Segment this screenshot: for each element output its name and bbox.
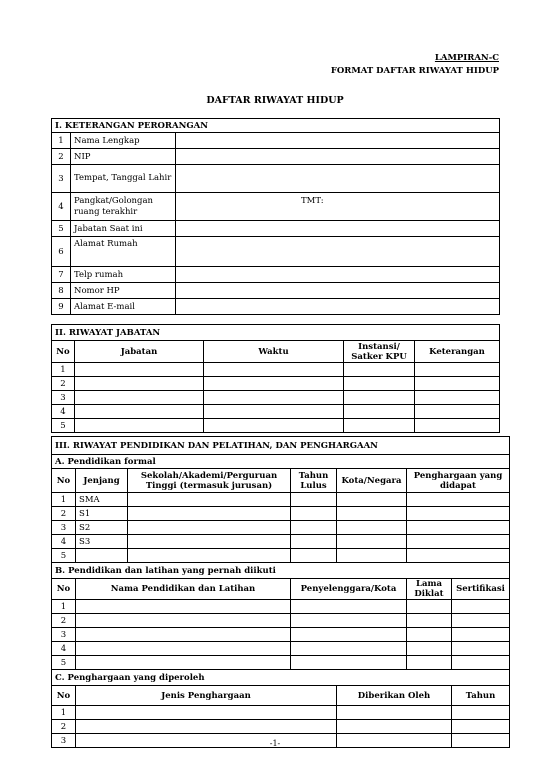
field-label: Pangkat/Golongan ruang terakhir [71,193,176,221]
section-title: I. KETERANGAN PERORANGAN [52,119,500,133]
table-row [52,628,510,642]
cell[interactable] [128,493,291,507]
cell[interactable] [76,720,337,734]
cell[interactable] [452,656,510,670]
row-number: 1 [52,363,75,377]
column-header: Sekolah/Akademi/Perguruan Tinggi (termasuk jurusan) [128,469,291,493]
table-row [52,493,510,507]
section-title: III. RIWAYAT PENDIDIKAN DAN PELATIHAN, DAN PENGHARGAAN [52,437,510,455]
row-number: 2 [52,614,76,628]
format-label: FORMAT DAFTAR RIWAYAT HIDUP [330,66,499,76]
cell[interactable] [344,419,415,433]
row-number: 4 [52,535,76,549]
row-number: 3 [52,165,71,193]
table-row [52,391,500,405]
field-label: Nama Lengkap [71,133,176,149]
row-number: 9 [52,299,71,315]
field-label: Jabatan Saat ini [71,221,176,237]
cell[interactable] [76,642,291,656]
row-number: 5 [52,221,71,237]
cell[interactable] [407,493,510,507]
row-number: 3 [52,734,76,748]
cell[interactable] [291,549,337,563]
cell[interactable] [415,377,500,391]
row-number: 2 [52,507,76,521]
cell[interactable] [452,628,510,642]
subsection-title: A. Pendidikan formal [52,455,510,469]
table-row [52,405,500,419]
cell[interactable] [291,614,407,628]
cell[interactable] [407,507,510,521]
education-level: S2 [76,521,128,535]
cell[interactable] [337,706,452,720]
field-value[interactable] [176,237,500,267]
row-number: 8 [52,283,71,299]
field-value[interactable] [176,133,500,149]
cell[interactable] [76,600,291,614]
education-level [76,549,128,563]
cell[interactable] [407,521,510,535]
table-row [52,521,510,535]
cell[interactable] [344,377,415,391]
education-level: S3 [76,535,128,549]
row-number: 3 [52,628,76,642]
column-header: Jenjang [76,469,128,493]
cell[interactable] [337,549,407,563]
table-row [52,656,510,670]
column-header: Instansi/ Satker KPU [344,341,415,363]
row-number: 4 [52,193,71,221]
cell[interactable] [75,363,204,377]
column-header: No [52,579,76,600]
field-value[interactable] [176,299,500,315]
row-number: 6 [52,237,71,267]
cell[interactable] [452,642,510,656]
column-header: Lama Diklat [407,579,452,600]
cell[interactable] [291,493,337,507]
row-number: 5 [52,419,75,433]
cell[interactable] [204,377,344,391]
cell[interactable] [407,614,452,628]
cell[interactable] [291,628,407,642]
column-header: Kota/Negara [337,469,407,493]
cell[interactable] [407,549,510,563]
cell[interactable] [407,628,452,642]
cell[interactable] [128,507,291,521]
cell[interactable] [204,391,344,405]
row-number: 3 [52,391,75,405]
column-header: Penyelenggara/Kota [291,579,407,600]
row-number: 1 [52,600,76,614]
cell[interactable] [291,600,407,614]
column-header: Keterangan [415,341,500,363]
column-header: No [52,341,75,363]
cell[interactable] [75,405,204,419]
cell[interactable] [337,521,407,535]
field-value[interactable] [176,267,500,283]
education-table [51,436,510,748]
field-value[interactable] [176,165,500,193]
section-title: II. RIWAYAT JABATAN [52,325,500,341]
field-value[interactable] [176,221,500,237]
cell[interactable] [75,391,204,405]
cell[interactable] [291,642,407,656]
cell[interactable] [337,493,407,507]
cell[interactable] [204,405,344,419]
cell[interactable] [204,419,344,433]
tmt-label: TMT: [301,196,324,206]
cell[interactable] [291,521,337,535]
column-header: Diberikan Oleh [337,686,452,706]
cell[interactable] [128,535,291,549]
cell[interactable] [407,600,452,614]
cell[interactable] [452,706,510,720]
row-number: 7 [52,267,71,283]
cell[interactable] [407,642,452,656]
cell[interactable] [337,507,407,521]
row-number: 4 [52,642,76,656]
cell[interactable] [128,549,291,563]
row-number: 3 [52,521,76,535]
cell[interactable] [452,720,510,734]
cell[interactable] [415,405,500,419]
page-number: -1- [269,739,281,748]
field-label: NIP [71,149,176,165]
cell[interactable] [407,656,452,670]
table-row [52,549,510,563]
cell[interactable] [415,391,500,405]
position-history-table [51,324,500,433]
education-level: S1 [76,507,128,521]
table-row [52,377,500,391]
subsection-title: B. Pendidikan dan latihan yang pernah diikuti [52,563,510,579]
cell[interactable] [337,535,407,549]
attachment-label: LAMPIRAN-C [434,53,499,63]
table-row [52,507,510,521]
education-level: SMA [76,493,128,507]
cell[interactable] [291,535,337,549]
field-value[interactable] [176,193,500,221]
cell[interactable] [291,656,407,670]
column-header: Sertifikasi [452,579,510,600]
row-number: 5 [52,549,76,563]
column-header: Jenis Penghargaan [76,686,337,706]
column-header: Tahun [452,686,510,706]
column-header: Nama Pendidikan dan Latihan [76,579,291,600]
cell[interactable] [337,720,452,734]
cell[interactable] [344,363,415,377]
cell[interactable] [291,507,337,521]
subsection-title: C. Penghargaan yang diperoleh [52,670,510,686]
row-number: 1 [52,133,71,149]
personal-info-table [51,118,500,315]
table-row [52,642,510,656]
cell[interactable] [344,391,415,405]
column-header: Waktu [204,341,344,363]
cell[interactable] [76,614,291,628]
row-number: 4 [52,405,75,419]
column-header: Tahun Lulus [291,469,337,493]
row-number: 1 [52,706,76,720]
column-header: No [52,686,76,706]
cell[interactable] [407,535,510,549]
cell[interactable] [452,600,510,614]
table-row [52,720,510,734]
cell[interactable] [128,521,291,535]
table-row [52,600,510,614]
cell[interactable] [76,628,291,642]
column-header: No [52,469,76,493]
field-label: Tempat, Tanggal Lahir [71,165,176,193]
row-number: 2 [52,149,71,165]
field-value[interactable] [176,283,500,299]
cell[interactable] [76,656,291,670]
column-header: Jabatan [75,341,204,363]
field-value[interactable] [176,149,500,165]
row-number: 5 [52,656,76,670]
cell[interactable] [452,614,510,628]
cell[interactable] [76,706,337,720]
cell[interactable] [415,419,500,433]
table-row [52,535,510,549]
table-row [52,706,510,720]
field-label: Telp rumah [71,267,176,283]
field-label: Nomor HP [71,283,176,299]
row-number: 1 [52,493,76,507]
cell[interactable] [415,363,500,377]
column-header: Penghargaan yang didapat [407,469,510,493]
table-row [52,363,500,377]
cell[interactable] [344,405,415,419]
field-label: Alamat E-mail [71,299,176,315]
table-row [52,614,510,628]
row-number: 2 [52,377,75,391]
row-number: 2 [52,720,76,734]
field-label: Alamat Rumah [71,237,176,267]
document-title: DAFTAR RIWAYAT HIDUP [206,95,344,106]
cell[interactable] [204,363,344,377]
cell[interactable] [75,377,204,391]
attachment-header [331,52,499,78]
cell[interactable] [75,419,204,433]
table-row [52,419,500,433]
